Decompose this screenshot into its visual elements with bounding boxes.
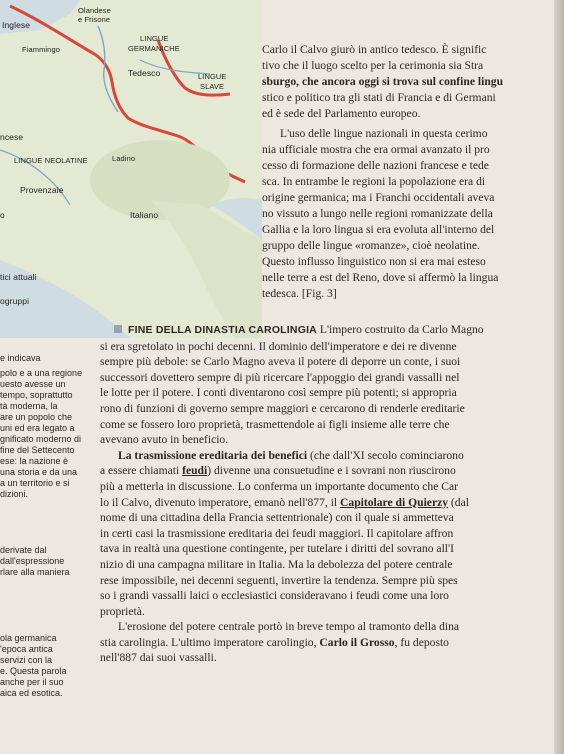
- body-line: a essere chiamati feudi) divenne una consuetudine e i sovrani non riuscirono: [100, 464, 456, 478]
- body-line: tava in realtà una questione contingente, per tutelare i diritti del sovrano all'I: [100, 542, 454, 556]
- label-ladino: Ladino: [112, 154, 136, 163]
- body-line: più a metterla in discussione. Lo conferma un importante documento che Car: [100, 479, 459, 493]
- label-lingue-slave-1: LINGUE: [198, 72, 227, 81]
- language-map: [0, 0, 262, 338]
- intro-line: no vissuto a lungo nelle regioni romanizzate della: [262, 207, 493, 220]
- label-fiammingo: Fiammingo: [22, 45, 60, 54]
- label-o: o: [0, 210, 5, 220]
- body-line: La trasmissione ereditaria dei benefici (che dall'XI secolo cominciarono: [118, 448, 464, 462]
- body-line: proprietà.: [100, 604, 145, 618]
- body-line: sempre più debole: se Carlo Magno aveva il potere di deporre un conte, i suoi: [100, 355, 461, 369]
- body-line: nizio di una campagna militare in Italia. Ma la debolezza del potere centrale: [100, 557, 453, 571]
- intro-paragraph-2: [262, 126, 558, 302]
- intro-line: L'uso delle lingue nazionali in questa cerimo: [280, 127, 488, 140]
- section-heading-rest: L'impero costruito da Carlo Magno: [316, 323, 484, 336]
- side-note: ese: la nazione è: [0, 456, 69, 466]
- side-note: anche per il suo: [0, 677, 64, 687]
- body-line: L'erosione del potere centrale portò in breve tempo al tramonto della dina: [118, 620, 460, 634]
- label-inglese: Inglese: [2, 20, 31, 30]
- section-heading: FINE DELLA DINASTIA CAROLINGIA: [128, 324, 317, 336]
- label-lingue-germaniche-1: LINGUE: [140, 34, 169, 43]
- label-lingue-slave-2: SLAVE: [200, 82, 225, 91]
- body-line: so i grandi vassalli laici o ecclesiastici consideravano i feudi come una loro: [100, 589, 449, 603]
- intro-line: tivo che il luogo scelto per la cerimonia sia Stra: [262, 59, 484, 72]
- label-tedesco: Tedesco: [128, 68, 161, 78]
- side-note: fine del Settecento: [0, 445, 75, 455]
- side-note: polo e a una regione: [0, 368, 83, 378]
- intro-line: stico e politico tra gli stati di Francia e di Germani: [262, 91, 496, 104]
- intro-line: sburgo, che ancora oggi si trova sul confine lingu: [262, 75, 504, 88]
- label-ncese: ncese: [0, 132, 24, 142]
- side-note: dizioni.: [0, 489, 29, 499]
- side-note: una storia e da una: [0, 467, 78, 477]
- side-note: uesto avesse un: [0, 379, 66, 389]
- side-note: a un territorio e si: [0, 478, 70, 488]
- section-square-icon: [114, 325, 122, 333]
- body-line: in certi casi la trasmissione ereditaria dei feudi maggiori. Il capitolare affron: [100, 526, 454, 540]
- side-note: are un popolo che: [0, 412, 73, 422]
- intro-line: Questo influsso linguistico non si era mai esteso: [262, 255, 486, 268]
- body-line: nell'887 dai suoi vassalli.: [100, 651, 217, 665]
- body-line: le lotte per il potere. I conti diventarono così sempre più potenti; si appropria: [100, 386, 457, 400]
- side-note: e. Questa parola: [0, 666, 67, 676]
- body-line: rono di funzioni di governo sempre maggiori e cercarono di renderle ereditarie: [100, 401, 465, 415]
- body-line: lo il Calvo, divenuto imperatore, emanò nell'877, il Capitolare di Quierzy (dal: [100, 495, 469, 509]
- side-note: rlare alla maniera: [0, 567, 70, 577]
- side-note: ola germanica: [0, 633, 57, 643]
- body-line: rese impossibile, nei decenni seguenti, invertire la tendenza. Sempre più spes: [100, 573, 458, 587]
- intro-line: Carlo il Calvo giurò in antico tedesco. È signific: [262, 43, 487, 56]
- body-line: successori dovettero sempre di più ricercare l'appoggio dei grandi vassalli nel: [100, 370, 460, 384]
- intro-line: nelle terre a est del Reno, dove si affermò la lingua: [262, 271, 499, 284]
- side-note: gnificato moderno di: [0, 434, 82, 444]
- label-italiano: Italiano: [130, 210, 159, 220]
- label-lingue-neolatine: LINGUE NEOLATINE: [14, 156, 88, 165]
- label-olandese: Olandese: [78, 6, 111, 15]
- side-note: 'epoca antica: [0, 644, 53, 654]
- side-note: e indicava: [0, 353, 41, 363]
- section-heading-line: [100, 322, 556, 339]
- intro-line: cesso di formazione delle nazioni francese e tede: [262, 159, 489, 172]
- intro-line: gruppo delle lingue «romanze», cioè neolatine.: [262, 239, 480, 252]
- label-frisone: e Frisone: [78, 15, 111, 24]
- side-note: servizi con la: [0, 655, 53, 665]
- intro-line: sca. In entrambe le regioni la popolazione era di: [262, 175, 486, 188]
- label-lingue-germaniche-2: GERMANICHE: [128, 44, 180, 53]
- label-tici-attuali: tici attuali: [0, 272, 37, 282]
- side-note: tà moderna, la: [0, 401, 58, 411]
- body-line: come se fossero loro proprietà, trasmettendole ai figli insieme alle terre che: [100, 417, 450, 431]
- side-note: derivate dal: [0, 545, 47, 555]
- body-line: si era sgretolato in pochi decenni. Il dominio dell'imperatore e dei re divenne: [100, 339, 457, 353]
- side-note: uni ed era legato a: [0, 423, 75, 433]
- intro-line: Gallia e la loro lingua si era evoluta all'interno del: [262, 223, 495, 236]
- intro-paragraph-1: [262, 42, 558, 122]
- body-line: nome di una cittadina della Francia settentrionale) con il quale si ammetteva: [100, 511, 454, 525]
- intro-line: origine germanica; ma i Franchi occidentali aveva: [262, 191, 495, 204]
- side-note: dall'espressione: [0, 556, 65, 566]
- body-line: stia carolingia. L'ultimo imperatore carolingio, Carlo il Grosso, fu deposto: [100, 635, 449, 649]
- section-fine-dinastia: [100, 322, 556, 666]
- intro-line: ed è sede del Parlamento europeo.: [262, 107, 421, 120]
- side-note: tempo, soprattutto: [0, 390, 73, 400]
- body-line: avevano avuto in beneficio.: [100, 433, 229, 447]
- label-ogruppi: ogruppi: [0, 296, 30, 306]
- side-note: aica ed esotica.: [0, 688, 63, 698]
- intro-line: tedesca. [Fig. 3]: [262, 287, 337, 300]
- intro-line: nia ufficiale mostra che era ormai avanzato il pro: [262, 143, 490, 156]
- label-provenzale: Provenzale: [20, 185, 64, 195]
